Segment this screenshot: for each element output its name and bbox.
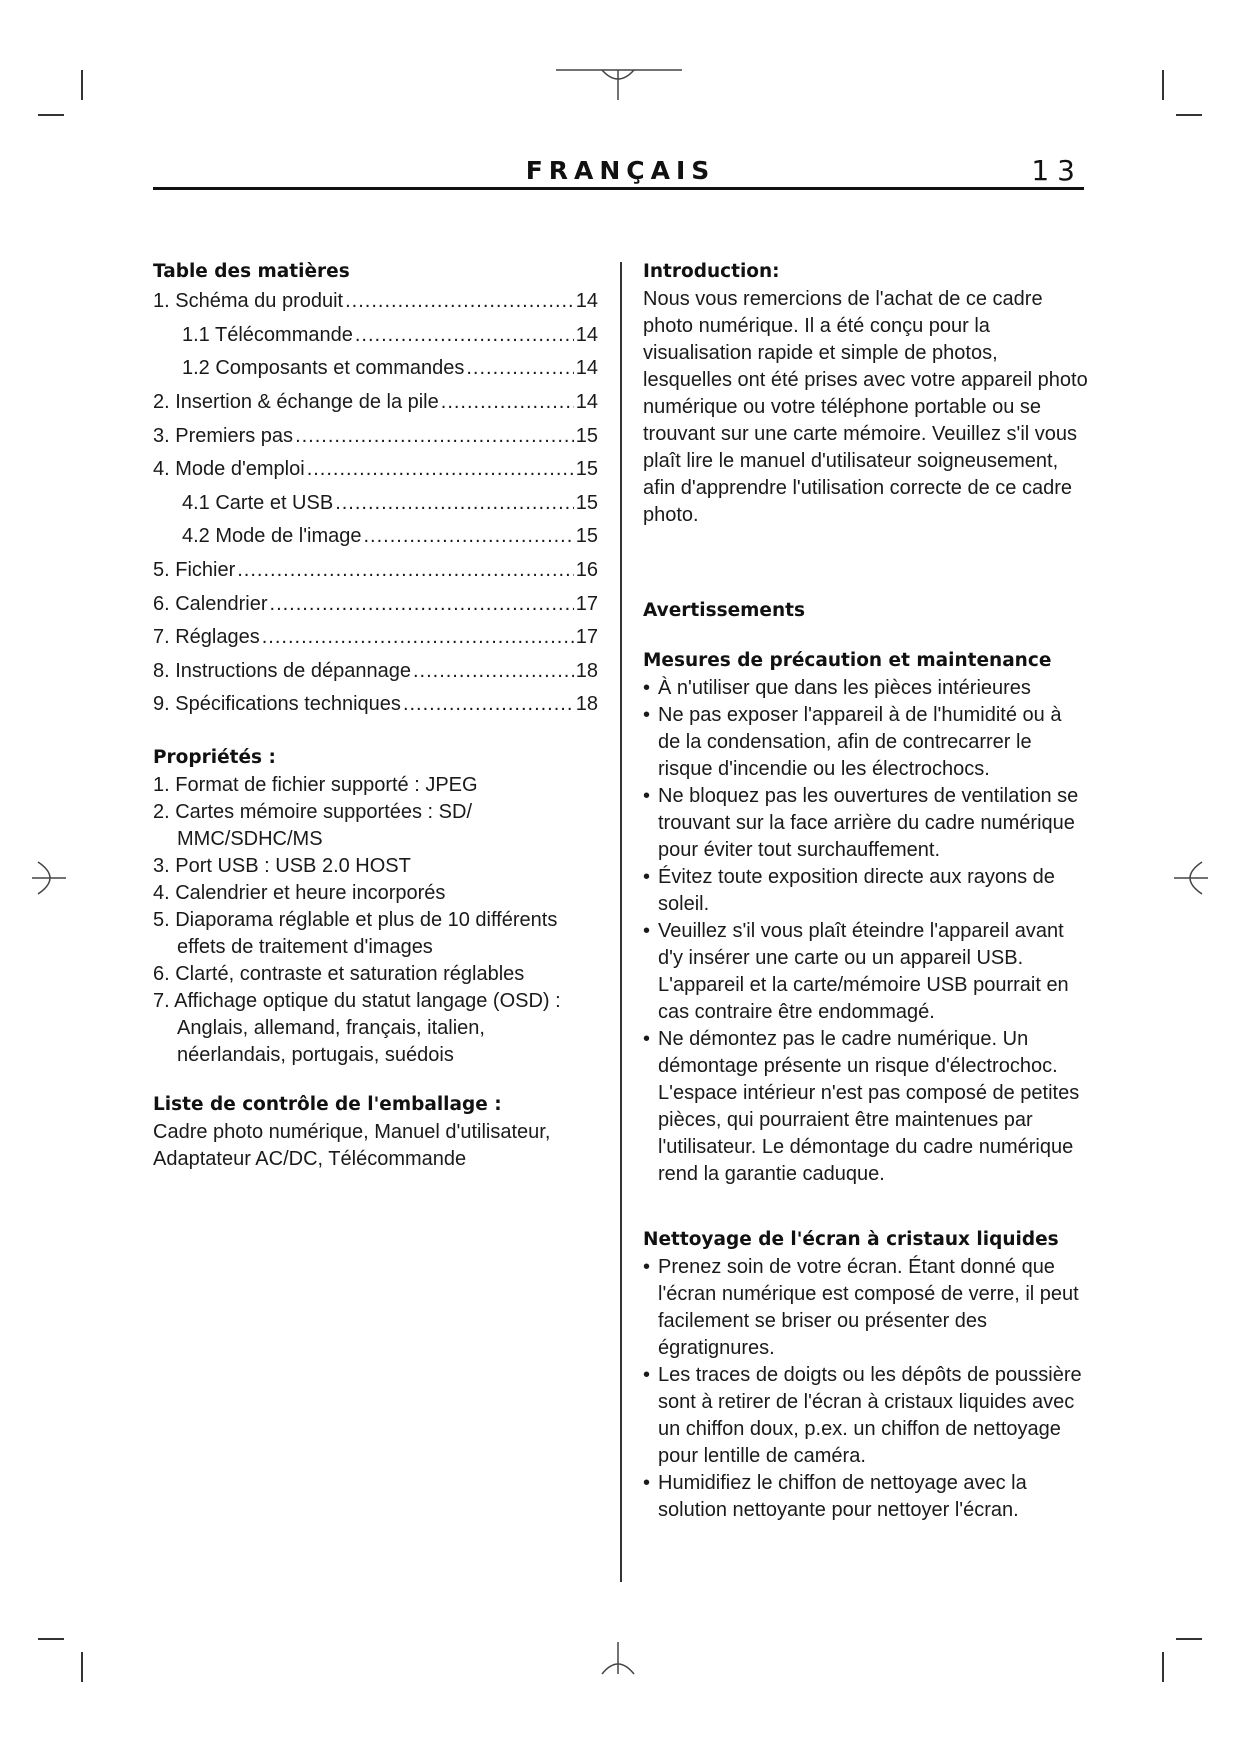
toc-entry-label: 9. Spécifications techniques	[153, 693, 401, 716]
precautions-list	[643, 675, 1088, 1188]
toc-leader-dots	[307, 456, 574, 483]
crop-mark	[1162, 1652, 1164, 1682]
toc-entry-label: 3. Premiers pas	[153, 424, 294, 447]
toc-entry	[153, 587, 598, 621]
toc-entry	[153, 554, 598, 588]
list-item: 7. Affichage optique du statut langage (OSD) : Anglais, allemand, français, italien, néerlandais, portugais, suédois	[153, 989, 561, 1066]
toc-entry	[153, 655, 598, 689]
toc-entry-page: 14	[575, 391, 598, 414]
introduction-heading: Introduction:	[643, 261, 780, 282]
list-item: 6. Clarté, contraste et saturation réglables	[153, 962, 525, 985]
toc-entry-page: 14	[575, 323, 598, 346]
toc-entry	[153, 285, 598, 319]
list-item: 4. Calendrier et heure incorporés	[153, 881, 446, 904]
crop-mark	[1176, 114, 1202, 116]
toc-entry	[153, 319, 598, 353]
toc-leader-dots	[441, 389, 574, 416]
toc-leader-dots	[403, 691, 574, 718]
toc-entry-label: 4.2 Mode de l'image	[182, 525, 362, 548]
toc-leader-dots	[237, 557, 574, 584]
list-item: 5. Diaporama réglable et plus de 10 différents effets de traitement d'images	[153, 908, 558, 958]
crop-mark	[38, 1638, 64, 1640]
toc-leader-dots	[295, 423, 574, 450]
list-item: • Humidifiez le chiffon de nettoyage avec la solution nettoyante pour nettoyer l'écran.	[643, 1470, 1088, 1524]
toc-leader-dots	[466, 355, 573, 382]
list-item: • Prenez soin de votre écran. Étant donné que l'écran numérique est composé de verre, il peut facilement se briser ou présenter des égratignures.	[643, 1254, 1088, 1362]
left-column	[153, 258, 598, 1173]
properties-heading: Propriétés :	[153, 746, 276, 768]
list-item: • À n'utiliser que dans les pièces intérieures	[643, 675, 1088, 702]
introduction-text: Nous vous remercions de l'achat de ce cadre photo numérique. Il a été conçu pour la visualisation rapide et simple de photos, lesquelles ont été prises avec votre appareil photo numérique ou votre téléphone portable ou se trouvant sur une carte mémoire. Veuillez s'il vous plaît lire le manuel d'utilisateur soigneusement, afin d'apprendre l'utilisation correcte de ce cadre photo.	[643, 288, 1088, 526]
crop-mark	[81, 1652, 83, 1682]
toc-entry	[153, 386, 598, 420]
toc-entry-label: 1.2 Composants et commandes	[182, 357, 465, 380]
properties-list	[153, 772, 598, 1069]
list-item: • Évitez toute exposition directe aux rayons de soleil.	[643, 864, 1088, 918]
right-column	[643, 258, 1088, 1524]
list-item: • Ne pas exposer l'appareil à de l'humidité ou à de la condensation, afin de contrecarrer le risque d'incendie ou les électrochocs.	[643, 702, 1088, 783]
list-item: • Veuillez s'il vous plaît éteindre l'appareil avant d'y insérer une carte ou un appareil USB. L'appareil et la carte/mémoire USB pourrait en cas contraire être endommagé.	[643, 918, 1088, 1026]
toc-entry-label: 6. Calendrier	[153, 592, 268, 615]
toc-leader-dots	[363, 523, 573, 550]
crop-mark	[1162, 70, 1164, 100]
toc-entry-page: 15	[575, 491, 598, 514]
header-rule	[153, 187, 1084, 190]
toc-entry-page: 16	[575, 559, 598, 582]
toc-entry	[153, 520, 598, 554]
registration-mark-bottom	[598, 1642, 638, 1676]
toc-entry	[153, 621, 598, 655]
toc-leader-dots	[262, 624, 574, 651]
toc-entry-label: 2. Insertion & échange de la pile	[153, 391, 439, 414]
toc-entry	[153, 487, 598, 521]
toc-entry-label: 1. Schéma du produit	[153, 290, 344, 313]
table-of-contents	[153, 285, 598, 722]
toc-entry	[153, 688, 598, 722]
toc-leader-dots	[413, 658, 574, 685]
toc-entry-label: 4.1 Carte et USB	[182, 491, 334, 514]
toc-entry-page: 18	[575, 693, 598, 716]
column-divider	[620, 262, 622, 1582]
registration-mark-top	[556, 62, 682, 102]
list-item: 3. Port USB : USB 2.0 HOST	[153, 854, 411, 877]
toc-entry-page: 15	[575, 424, 598, 447]
lcd-cleaning-list	[643, 1254, 1088, 1524]
toc-entry	[153, 419, 598, 453]
toc-leader-dots	[335, 490, 574, 517]
registration-mark-right	[1172, 858, 1212, 898]
warnings-heading: Avertissements	[643, 600, 805, 621]
toc-entry-label: 7. Réglages	[153, 626, 260, 649]
toc-leader-dots	[270, 591, 574, 618]
toc-entry-page: 17	[575, 626, 598, 649]
toc-entry-label: 1.1 Télécommande	[182, 323, 353, 346]
toc-entry-page: 17	[575, 592, 598, 615]
toc-entry-page: 14	[575, 290, 598, 313]
toc-entry-page: 15	[575, 525, 598, 548]
list-item: 1. Format de fichier supporté : JPEG	[153, 773, 478, 796]
toc-entry	[153, 453, 598, 487]
list-item: • Les traces de doigts ou les dépôts de poussière sont à retirer de l'écran à cristaux liquides avec un chiffon doux, p.ex. un chiffon de nettoyage pour lentille de caméra.	[643, 1362, 1088, 1470]
page-number: 13	[1031, 154, 1083, 187]
toc-entry-label: 4. Mode d'emploi	[153, 458, 305, 481]
lcd-cleaning-heading: Nettoyage de l'écran à cristaux liquides	[643, 1229, 1059, 1250]
toc-entry-label: 8. Instructions de dépannage	[153, 659, 411, 682]
toc-entry-page: 14	[575, 357, 598, 380]
crop-mark	[81, 70, 83, 100]
toc-entry-label: 5. Fichier	[153, 559, 236, 582]
crop-mark	[1176, 1638, 1202, 1640]
toc-heading: Table des matières	[153, 261, 350, 282]
packing-heading: Liste de contrôle de l'emballage :	[153, 1093, 502, 1115]
toc-leader-dots	[345, 288, 574, 315]
toc-entry-page: 15	[575, 458, 598, 481]
precautions-heading: Mesures de précaution et maintenance	[643, 650, 1052, 671]
registration-mark-left	[28, 858, 68, 898]
list-item: 2. Cartes mémoire supportées : SD/ MMC/SDHC/MS	[153, 800, 473, 850]
toc-entry	[153, 352, 598, 386]
toc-leader-dots	[355, 322, 574, 349]
page-header-title: FRANÇAIS	[525, 156, 716, 185]
toc-entry-page: 18	[575, 659, 598, 682]
list-item: • Ne bloquez pas les ouvertures de ventilation se trouvant sur la face arrière du cadre numérique pour éviter tout surchauffement.	[643, 783, 1088, 864]
list-item: • Ne démontez pas le cadre numérique. Un démontage présente un risque d'électrochoc. L'espace intérieur n'est pas composé de petites pièces, qui pourraient être maintenues par l'utilisateur. Le démontage du cadre numérique rend la garantie caduque.	[643, 1026, 1088, 1188]
packing-text: Cadre photo numérique, Manuel d'utilisateur, Adaptateur AC/DC, Télécommande	[153, 1120, 551, 1170]
crop-mark	[38, 114, 64, 116]
